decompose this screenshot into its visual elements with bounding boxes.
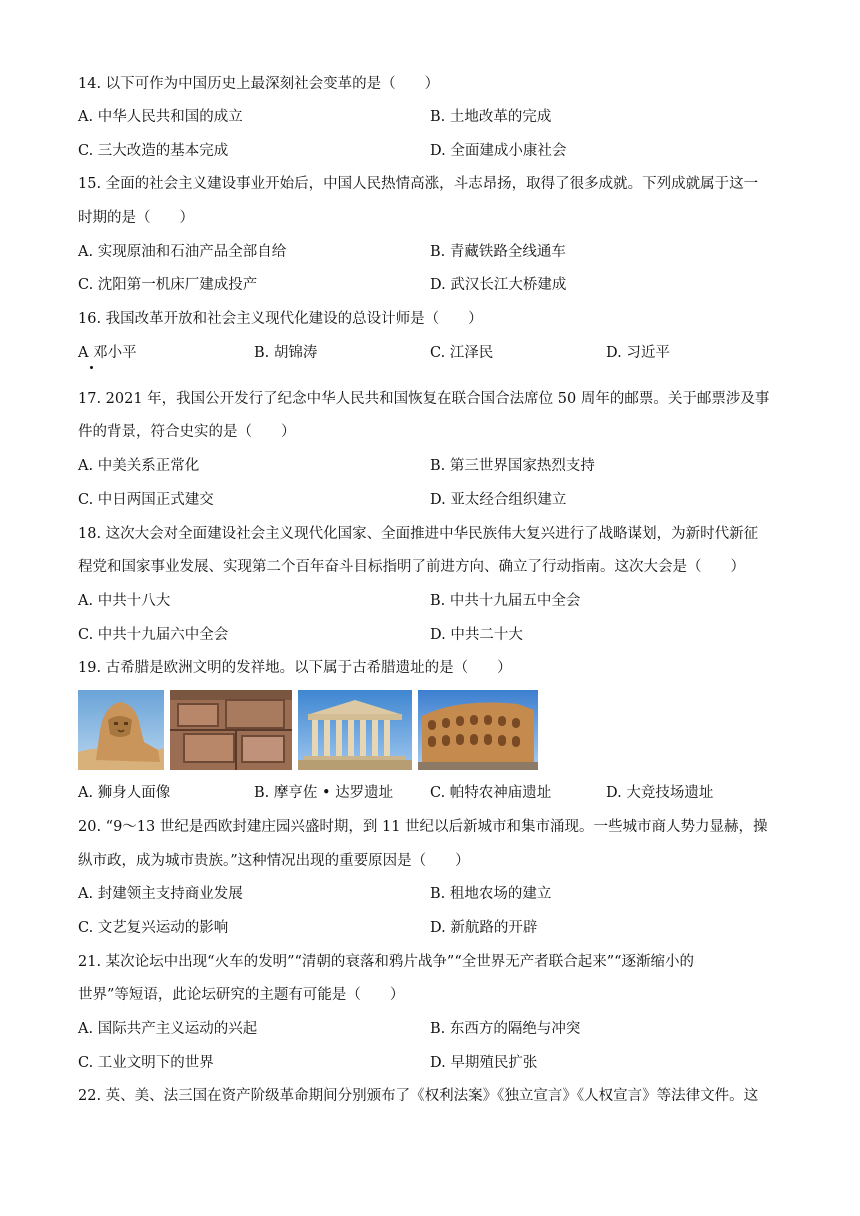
- q17-option-a: A. 中美关系正常化: [78, 458, 200, 474]
- q14-option-d: D. 全面建成小康社会: [430, 143, 567, 159]
- question-22-stem: 22. 英、美、法三国在资产阶级革命期间分别颁布了《权利法案》《独立宣言》《人权宣言》等法律文件。这: [78, 1088, 759, 1104]
- q16-option-b: B. 胡锦涛: [254, 345, 318, 361]
- question-15-stem-line2: 时期的是（ ）: [78, 210, 194, 226]
- q20-option-c: C. 文艺复兴运动的影响: [78, 920, 229, 936]
- q15-option-c: C. 沈阳第一机床厂建成投产: [78, 277, 258, 293]
- q17-option-c: C. 中日两国正式建交: [78, 492, 214, 508]
- q15-option-b: B. 青藏铁路全线通车: [430, 244, 566, 260]
- question-18-stem-line1: 18. 这次大会对全面建设社会主义现代化国家、全面推进中华民族伟大复兴进行了战略谋划，为新时代新征: [78, 526, 759, 542]
- q16-option-c: C. 江泽民: [430, 345, 494, 361]
- question-21-stem-line1: 21. 某次论坛中出现“火车的发明”“清朝的衰落和鸦片战争”“全世界无产者联合起来”“逐渐缩小的: [78, 954, 695, 970]
- q20-option-b: B. 租地农场的建立: [430, 886, 552, 902]
- q16-option-d: D. 习近平: [606, 345, 670, 361]
- question-15-stem-line1: 15. 全面的社会主义建设事业开始后，中国人民热情高涨，斗志昂扬，取得了很多成就。下列成就属于这一: [78, 176, 759, 192]
- q18-option-a: A. 中共十八大: [78, 593, 171, 609]
- q20-option-d: D. 新航路的开辟: [430, 920, 538, 936]
- q19-option-d: D. 大竞技场遗址: [606, 785, 714, 801]
- parthenon-photo: [298, 690, 412, 770]
- question-14-stem: 14. 以下可作为中国历史上最深刻社会变革的是（ ）: [78, 76, 440, 92]
- stray-dot: [90, 366, 93, 369]
- question-20-stem-line2: 纵市政，成为城市贵族。”这种情况出现的重要原因是（ ）: [78, 853, 470, 869]
- question-21-stem-line2: 世界”等短语，此论坛研究的主题有可能是（ ）: [78, 987, 405, 1003]
- q17-option-b: B. 第三世界国家热烈支持: [430, 458, 595, 474]
- q17-option-d: D. 亚太经合组织建立: [430, 492, 567, 508]
- q14-option-b: B. 土地改革的完成: [430, 109, 552, 125]
- q21-option-b: B. 东西方的隔绝与冲突: [430, 1021, 581, 1037]
- q19-option-c: C. 帕特农神庙遗址: [430, 785, 552, 801]
- q19-option-a: A. 狮身人面像: [78, 785, 171, 801]
- q20-option-a: A. 封建领主支持商业发展: [78, 886, 243, 902]
- question-17-stem-line2: 件的背景，符合史实的是（ ）: [78, 424, 296, 440]
- q21-option-d: D. 早期殖民扩张: [430, 1055, 538, 1071]
- q21-option-c: C. 工业文明下的世界: [78, 1055, 214, 1071]
- q18-option-b: B. 中共十九届五中全会: [430, 593, 581, 609]
- q18-option-c: C. 中共十九届六中全会: [78, 627, 229, 643]
- question-16-stem: 16. 我国改革开放和社会主义现代化建设的总设计师是（ ）: [78, 311, 483, 327]
- q14-option-a: A. 中华人民共和国的成立: [78, 109, 243, 125]
- question-19-stem: 19. 古希腊是欧洲文明的发祥地。以下属于古希腊遗址的是（ ）: [78, 660, 512, 676]
- colosseum-photo: [418, 690, 538, 770]
- q21-option-a: A. 国际共产主义运动的兴起: [78, 1021, 258, 1037]
- question-20-stem-line1: 20. “9～13 世纪是西欧封建庄园兴盛时期，到 11 世纪以后新城市和集市涌现。一些城市商人势力显赫，操: [78, 819, 768, 835]
- q19-option-b: B. 摩亨佐 • 达罗遗址: [254, 785, 394, 801]
- q14-option-c: C. 三大改造的基本完成: [78, 143, 229, 159]
- q15-option-a: A. 实现原油和石油产品全部自给: [78, 244, 287, 260]
- q15-option-d: D. 武汉长江大桥建成: [430, 277, 567, 293]
- question-18-stem-line2: 程党和国家事业发展、实现第二个百年奋斗目标指明了前进方向、确立了行动指南。这次大会是（ ）: [78, 559, 745, 575]
- question-17-stem-line1: 17. 2021 年，我国公开发行了纪念中华人民共和国恢复在联合国合法席位 50 周年的邮票。关于邮票涉及事: [78, 391, 770, 407]
- mohenjo-daro-ruins-photo: [170, 690, 292, 770]
- q16-option-a: A 邓小平: [78, 345, 137, 361]
- q18-option-d: D. 中共二十大: [430, 627, 523, 643]
- sphinx-photo: [78, 690, 164, 770]
